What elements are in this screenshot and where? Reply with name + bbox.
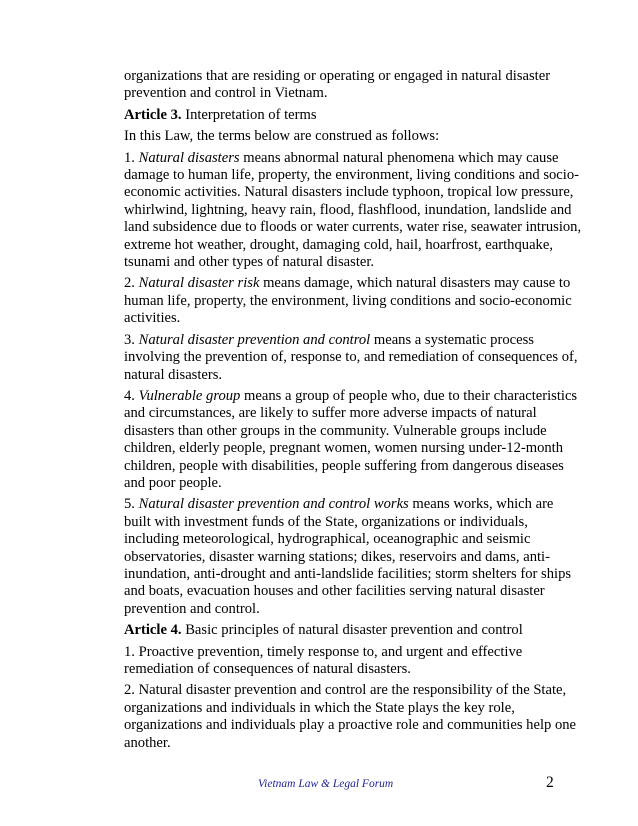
text-line: prevention and control. — [124, 600, 260, 617]
article-3-lead — [124, 128, 556, 145]
article-title: Basic principles of natural disaster prevention and control — [185, 622, 523, 639]
text-line: In this Law, the terms below are construed as follows: — [124, 128, 440, 145]
text-line: organizations and individuals play a proactive role and communities help one — [124, 717, 577, 734]
intro-paragraph — [124, 68, 556, 103]
text-line: means works, which are — [408, 496, 554, 513]
text-line: another. — [124, 734, 171, 751]
text-line: organizations that are residing or operating or engaged in natural disaster — [124, 68, 551, 84]
page-number: 2 — [546, 774, 554, 791]
footer-publication-title: Vietnam Law & Legal Forum — [258, 778, 394, 790]
text-line: extreme hot weather, drought, damaging cold, hail, hoarfrost, earthquake, — [124, 236, 553, 253]
text-line: prevention and control in Vietnam. — [124, 85, 328, 102]
text-line: whirlwind, lightning, heavy rain, flood, flashflood, inundation, landslide and — [124, 201, 572, 218]
text-line: inundation, anti-drought and anti-landslide facilities; storm shelters for ships — [124, 565, 572, 582]
article-3-heading — [124, 107, 556, 124]
principle-1-paragraph — [124, 644, 556, 679]
text-line: natural disasters. — [124, 366, 223, 383]
principle-2-paragraph — [124, 682, 577, 752]
text-line: 2. Natural disaster prevention and control are the responsibility of the State, — [124, 682, 567, 699]
article-label: Article 3. — [124, 106, 182, 123]
text-line: means damage, which natural disasters may cause to — [259, 275, 571, 292]
term-4-paragraph — [124, 387, 578, 492]
text-line: and circumstances, are likely to suffer more adverse impacts of natural — [124, 405, 537, 422]
text-line: disasters than other groups in the community. Vulnerable groups include — [124, 422, 547, 439]
article-label: Article 4. — [124, 622, 182, 639]
document-body — [124, 68, 582, 756]
term-name: Natural disaster risk — [138, 275, 260, 292]
term-3-paragraph — [124, 331, 578, 384]
text-line: children, people with disabilities, people suffering from dangerous diseases — [124, 457, 564, 474]
term-name: Natural disaster prevention and control works — [138, 496, 409, 513]
text-line: and poor people. — [124, 474, 222, 491]
text-line: remediation of consequences of natural disasters. — [124, 661, 411, 677]
text-line: means a group of people who, due to their characteristics — [240, 387, 578, 404]
text-line: including meteorological, hydrographical, oceanographic and seismic — [124, 531, 531, 548]
term-number: 2. — [124, 275, 135, 292]
term-number: 5. — [124, 496, 135, 513]
term-number: 1. — [124, 149, 135, 166]
text-line: economic activities. Natural disasters include typhoon, tropical low pressure, — [124, 184, 574, 201]
text-line: means a systematic process — [370, 331, 534, 348]
article-4-heading — [124, 622, 556, 639]
text-line: organizations and individuals in which the State plays the key role, — [124, 699, 515, 716]
term-name: Vulnerable group — [138, 387, 241, 404]
term-number: 3. — [124, 331, 135, 348]
term-name: Natural disasters — [138, 149, 240, 166]
text-line: observatories, disaster warning stations; dikes, reservoirs and dams, anti- — [124, 548, 550, 565]
text-line: 1. Proactive prevention, timely response to, and urgent and effective — [124, 643, 523, 660]
term-1-paragraph — [124, 149, 582, 272]
article-title: Interpretation of terms — [185, 106, 317, 123]
text-line: means abnormal natural phenomena which may cause — [239, 149, 559, 166]
text-line: children, elderly people, pregnant women, women nursing under-12-month — [124, 440, 564, 457]
page-footer — [0, 776, 638, 796]
text-line: involving the prevention of, response to, and remediation of consequences of, — [124, 349, 578, 366]
term-name: Natural disaster prevention and control — [138, 331, 371, 348]
text-line: built with investment funds of the State, organizations or individuals, — [124, 513, 528, 530]
text-line: activities. — [124, 310, 181, 327]
term-2-paragraph — [124, 275, 572, 327]
text-line: and boats, evacuation houses and other facilities serving natural disaster — [124, 583, 545, 600]
text-line: human life, property, the environment, living conditions and socio-economic — [124, 292, 572, 309]
text-line: damage to human life, property, the environment, living conditions and socio- — [124, 167, 579, 184]
term-number: 4. — [124, 387, 135, 404]
text-line: land subsidence due to floods or water currents, water rise, seawater intrusion, — [124, 219, 582, 236]
term-5-paragraph — [124, 496, 572, 618]
text-line: tsunami and other types of natural disaster. — [124, 254, 375, 271]
